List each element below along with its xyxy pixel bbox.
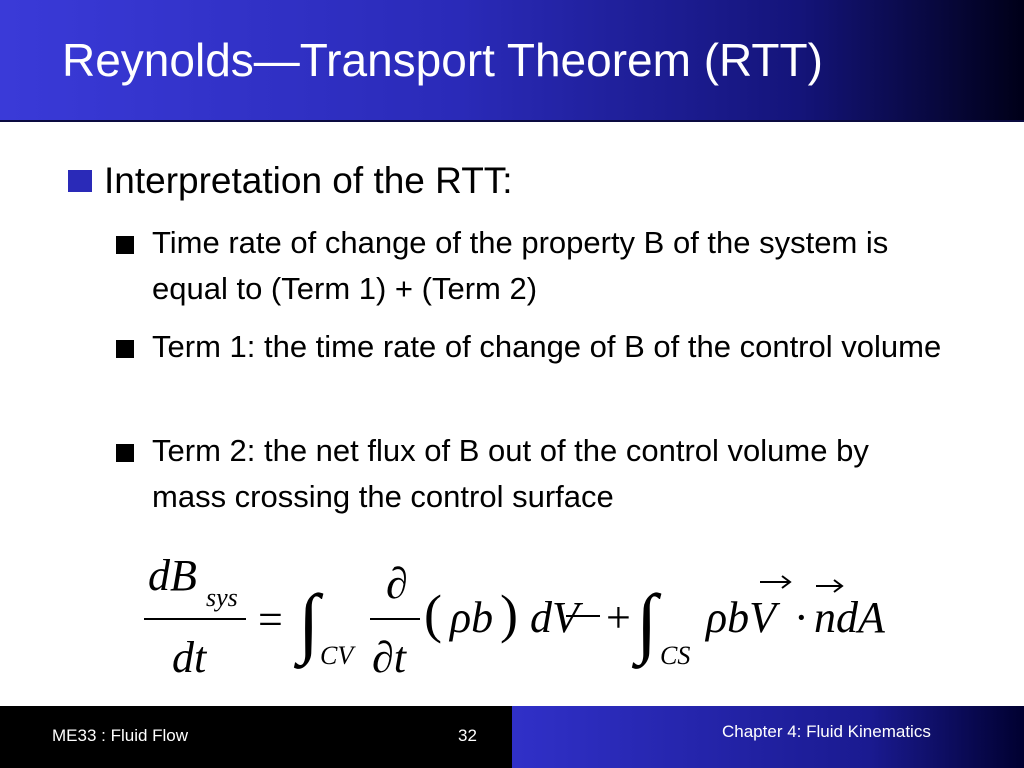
integral-sign: ∫ [636,578,658,665]
lhs-subscript: sys [206,583,238,612]
cv-subscript: CV [320,641,354,670]
vector-arrow-icon [816,580,842,592]
rho-b: ρb [450,593,494,642]
footer-page-number: 32 [458,726,477,745]
dot-product: · [794,593,809,642]
bullet-heading-text: Interpretation of the RTT: [104,160,513,201]
rho-b-v: ρbV [706,593,776,642]
footer-left [0,706,512,768]
d-volume: dV [530,593,579,642]
rtt-equation [130,548,930,688]
lhs-denominator: dt [172,633,207,682]
footer-course: ME33 : Fluid Flow [52,726,189,745]
sub-bullet-text: Term 1: the time rate of change of B of the control volume [152,329,942,364]
footer-chapter: Chapter 4: Fluid Kinematics [722,722,931,741]
left-paren: ( [424,584,442,644]
square-bullet-icon [116,444,134,462]
rtt-equation-graphic [130,548,930,688]
equals-sign: = [258,595,283,644]
integral-sign: ∫ [298,578,320,665]
partial-numerator: ∂ [386,559,408,608]
cs-subscript: CS [660,641,691,670]
partial-denominator: ∂t [372,633,406,682]
square-bullet-icon [68,170,92,192]
square-bullet-icon [116,340,134,358]
vector-arrow-icon [760,576,790,588]
sub-bullet-text: Time rate of change of the property B of the system is equal to (Term 1) + (Term 2) [152,225,889,306]
slide-title: Reynolds—Transport Theorem (RTT) [62,34,823,86]
sub-bullet-text: Term 2: the net flux of B out of the control volume by mass crossing the control surface [152,433,869,514]
footer-right [512,706,1024,768]
title-bar [0,0,1024,122]
plus-sign: + [606,593,631,642]
lhs-numerator: dB [148,551,197,600]
right-paren: ) [500,584,518,644]
square-bullet-icon [116,236,134,254]
n-d-a: ndA [814,593,885,642]
